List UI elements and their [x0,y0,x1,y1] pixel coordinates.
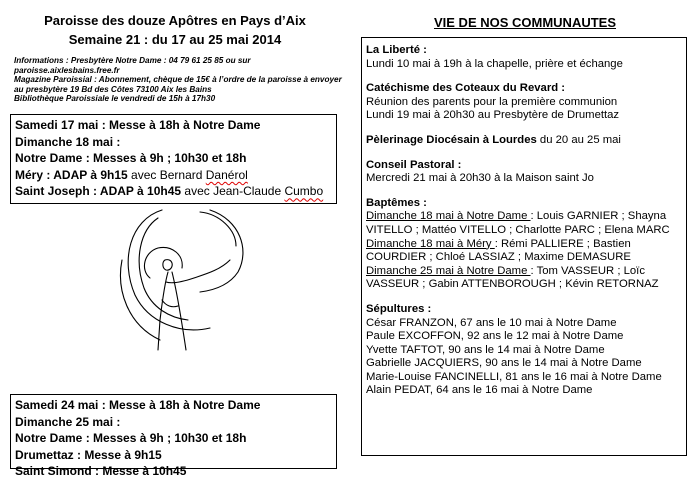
schedule-line: Méry : ADAP à 9h15 avec Bernard Danérol [15,167,248,182]
section-text: VITELLO ; Mattéo VITELLO ; Charlotte PARC ; Elena MARC [366,223,670,236]
schedule-line: Saint Simond : Messe à 10h45 [15,464,187,479]
schedule-line: Dimanche 25 mai : [15,414,121,429]
section-text: Lundi 10 mai à 19h à la chapelle, prière et échange [366,57,623,70]
list-item: Yvette TAFTOT, 90 ans le 14 mai à Notre Dame [366,343,605,356]
schedule-line: Notre Dame : Messes à 9h ; 10h30 et 18h [15,431,247,446]
schedule-line: Samedi 24 mai : Messe à 18h à Notre Dame [15,398,261,412]
week-title: Semaine 21 : du 17 au 25 mai 2014 [68,32,282,47]
schedule-line: Drumettaz : Messe à 9h15 [15,447,162,462]
section-text: Lundi 19 mai à 20h30 au Presbytère de Drumettaz [366,109,620,122]
info-line: Bibliothèque Paroissiale le vendredi de 15h à 17h30 [14,94,216,104]
section-heading: La Liberté : [366,44,427,56]
schedule-line: Notre Dame : Messes à 9h ; 10h30 et 18h [15,151,247,166]
info-line: Informations : Presbytère Notre Dame : 04 79 61 25 85 ou sur [14,56,251,65]
section-liberte [366,44,682,71]
section-text: Réunion des parents pour la première communion [366,95,618,108]
section-pelerinage [366,134,682,148]
section-text: Mercredi 21 mai à 20h30 à la Maison saint Jo [366,172,594,185]
section-heading: Baptêmes : [366,196,427,209]
list-item: Gabrielle JACQUIERS, 90 ans le 14 mai à Notre Dame [366,357,642,370]
schedule-line: Samedi 17 mai : Messe à 18h à Notre Dame [15,118,261,132]
info-block [14,56,342,104]
schedule-box-week1 [10,114,337,204]
section-text: Pèlerinage Diocésain à Lourdes du 20 au 25 mai [366,133,621,146]
section-text: Dimanche 18 mai à Notre Dame : Louis GARNIER ; Shayna [366,210,667,223]
community-title: VIE DE NOS COMMUNAUTES [433,15,616,30]
info-link[interactable]: paroisse.aixlesbains.free.fr [14,65,120,75]
parish-title: Paroisse des douze Apôtres en Pays d’Aix [44,13,306,28]
schedule-line: Dimanche 18 mai : [15,134,121,149]
section-conseil [366,159,682,186]
section-baptemes [366,197,682,292]
list-item: Paule EXCOFFON, 92 ans le 12 mai à Notre Dame [366,330,624,343]
section-heading: Sépultures : [366,302,432,315]
section-heading: Catéchisme des Coteaux du Revard : [366,82,566,95]
community-box [361,37,687,456]
section-text: VASSEUR ; Gabin ATTENBOROUGH ; Kévin RETORNAZ [366,278,659,291]
info-line: Magazine Paroissial : Abonnement, chèque de 15€ à l’ordre de la paroisse à envoyer [14,75,342,85]
section-sepultures [366,303,682,398]
section-text: COURDIER ; Chloé LASSIAZ ; Maxime DEMASURE [366,251,631,264]
section-text: Dimanche 25 mai à Notre Dame : Tom VASSEUR ; Loïc [366,264,645,277]
religious-figure-illustration [110,200,260,355]
schedule-box-week2 [10,394,337,479]
list-item: Alain PEDAT, 64 ans le 16 mai à Notre Dame [366,384,593,397]
info-line: au presbytère 19 Bd des Côtes 73100 Aix les Bains [14,84,212,94]
list-item: Marie-Louise FANCINELLI, 81 ans le 16 mai à Notre Dame [366,370,662,383]
list-item: César FRANZON, 67 ans le 10 mai à Notre Dame [366,316,617,329]
schedule-line: Saint Joseph : ADAP à 10h45 avec Jean-Claude Cumbo [15,184,324,199]
section-heading: Conseil Pastoral : [366,158,462,171]
section-catechisme [366,82,682,123]
section-text: Dimanche 18 mai à Méry : Rémi PALLIERE ; Bastien [366,237,631,250]
